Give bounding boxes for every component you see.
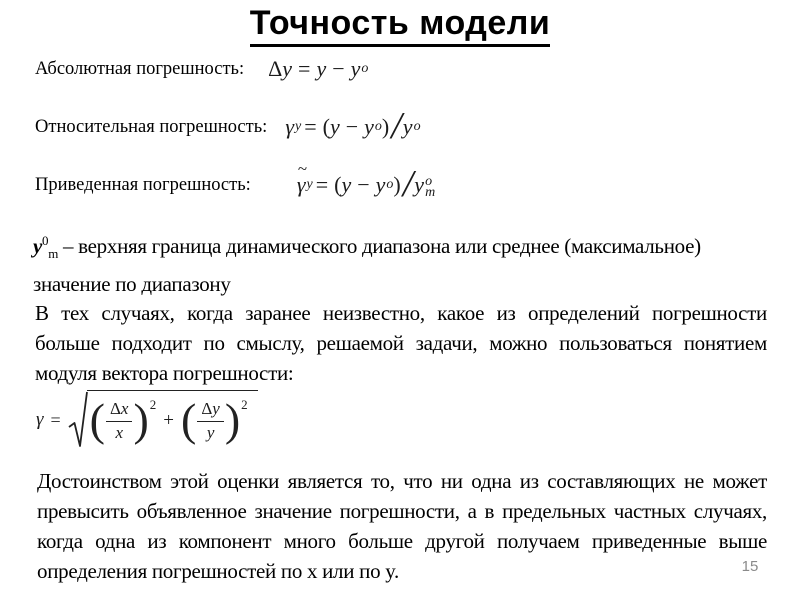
slide-header bbox=[0, 4, 800, 47]
equals-sign: = bbox=[298, 56, 311, 81]
superscript-o: o bbox=[425, 173, 433, 189]
gamma-symbol: γ bbox=[36, 409, 44, 430]
plus-sign: + bbox=[163, 409, 175, 431]
relative-error-formula: γ y = ( y − y o ) / y o bbox=[285, 105, 421, 147]
subscript-y: y bbox=[294, 119, 302, 134]
superscript-o: o bbox=[361, 61, 369, 76]
minus-sign: − bbox=[357, 172, 370, 197]
superscript-o: o bbox=[386, 177, 394, 192]
var-y: y bbox=[364, 114, 374, 139]
left-paren: ( bbox=[334, 172, 342, 197]
equals-sign: = bbox=[315, 172, 329, 197]
definition-row-reduced bbox=[35, 159, 436, 205]
var-y: y bbox=[329, 114, 340, 139]
ym-note-text: – верхняя граница динамического диапазона или среднее (максимальное) значение по диапазону bbox=[33, 234, 701, 296]
var-y: y bbox=[341, 172, 352, 197]
reduced-error-formula: ~ γ y = ( y − y o ) / y o m bbox=[296, 159, 436, 205]
right-paren: ) bbox=[224, 394, 241, 446]
superscript-o: o bbox=[413, 119, 421, 134]
right-paren: ) bbox=[393, 172, 401, 197]
definition-row-relative bbox=[35, 105, 421, 147]
var-y: y bbox=[350, 56, 361, 81]
exponent-2: 2 bbox=[241, 397, 248, 412]
delta-symbol: Δ bbox=[201, 399, 213, 419]
radical-sign-icon bbox=[68, 390, 88, 450]
reduced-error-label: Приведенная погрешность: bbox=[35, 174, 251, 195]
superscript-o: o bbox=[374, 119, 382, 134]
gamma-symbol: γ bbox=[285, 114, 294, 139]
page-title: Точность модели bbox=[250, 4, 551, 47]
formula-lhs bbox=[36, 409, 61, 431]
definition-row-absolute bbox=[35, 56, 368, 82]
equals-sign: = bbox=[50, 409, 61, 430]
var-y: y bbox=[282, 56, 293, 81]
right-paren: ) bbox=[381, 114, 390, 139]
radical-group bbox=[68, 390, 258, 450]
var-y: y bbox=[33, 234, 43, 258]
fraction-dy-y bbox=[197, 398, 223, 443]
vector-error-formula bbox=[36, 390, 258, 450]
var-y: y bbox=[316, 56, 327, 81]
absolute-error-label: Абсолютная погрешность: bbox=[35, 58, 245, 79]
page-number: 15 bbox=[741, 558, 759, 575]
gamma-symbol: γ bbox=[296, 172, 306, 197]
numerator bbox=[106, 398, 132, 421]
subscript-m: m bbox=[425, 185, 436, 200]
delta-symbol: Δ bbox=[109, 399, 121, 419]
denominator: y bbox=[206, 422, 215, 442]
radicand bbox=[87, 390, 258, 447]
subscript-m: m bbox=[48, 246, 59, 261]
equals-sign: = bbox=[304, 114, 317, 139]
sup-sub-stack bbox=[425, 173, 436, 200]
delta-symbol: Δ bbox=[268, 56, 283, 81]
tilde-mark: ~ bbox=[297, 159, 308, 178]
ym-note-paragraph bbox=[33, 226, 775, 299]
var-y: y bbox=[414, 172, 425, 197]
minus-sign: − bbox=[345, 114, 359, 139]
right-paren: ) bbox=[133, 394, 149, 446]
var-y: y bbox=[212, 399, 220, 419]
relative-error-label: Относительная погрешность: bbox=[35, 116, 268, 137]
left-paren: ( bbox=[322, 114, 330, 139]
var-y: y bbox=[402, 114, 413, 139]
gamma-tilde-symbol bbox=[296, 159, 308, 198]
left-paren: ( bbox=[181, 394, 197, 446]
superscript-0: 0 bbox=[42, 233, 49, 248]
numerator bbox=[197, 398, 223, 421]
absolute-error-formula bbox=[268, 56, 368, 82]
left-paren: ( bbox=[89, 394, 105, 446]
merit-paragraph: Достоинством этой оценки является то, что ни одна из составляющих не может превысить объявленное значение погрешности, а в предельных частных случаях, когда одна из компонент много больше другой получаем приведенные выше определения погрешностей по x или по y. bbox=[37, 469, 767, 583]
minus-sign: − bbox=[332, 56, 345, 81]
var-y: y bbox=[375, 172, 386, 197]
var-x: x bbox=[120, 399, 129, 419]
denominator: x bbox=[115, 422, 123, 442]
subscript-y: y bbox=[306, 177, 313, 192]
cases-paragraph: В тех случаях, когда заранее неизвестно, какое из определений погрешности больше подходит по смыслу, решаемой задачи, можно пользоваться понятием модуля вектора погрешности: bbox=[35, 301, 767, 385]
exponent-2: 2 bbox=[149, 397, 157, 412]
fraction-dx-x bbox=[106, 398, 132, 443]
